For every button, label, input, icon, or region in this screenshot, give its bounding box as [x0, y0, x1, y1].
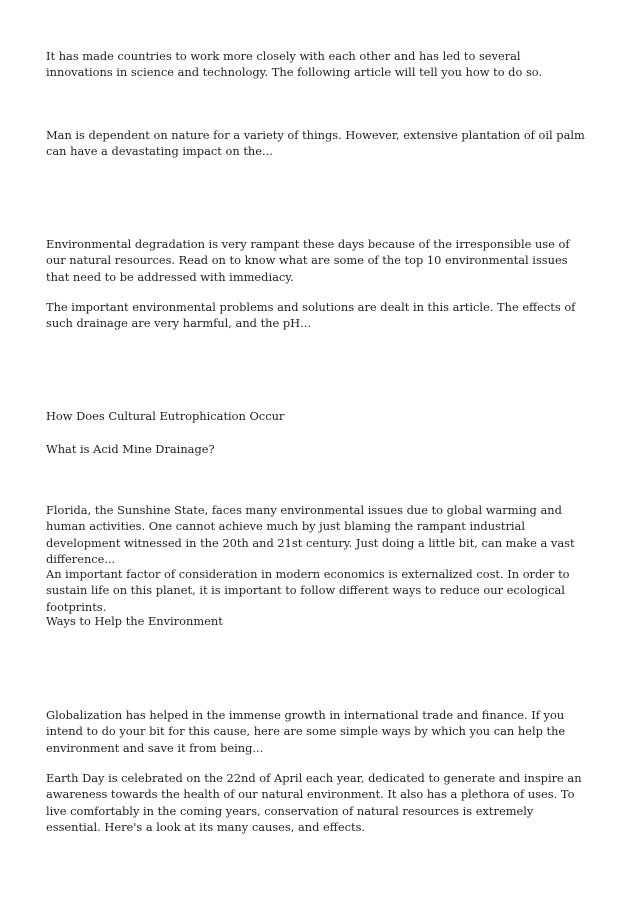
paragraph-earth-day: Earth Day is celebrated on the 22nd of April each year, dedicated to generate and inspire an awareness towards the health of our natural environment. It also has a plethora of uses. To live comfortably in the coming years, conservation of natural resources is extremely essential. Here's a look at its many causes, and effects. — [46, 771, 582, 835]
heading-ways-to-help: Ways to Help the Environment — [46, 614, 223, 628]
heading-acid-mine-drainage: What is Acid Mine Drainage? — [46, 442, 215, 456]
paragraph-florida: Florida, the Sunshine State, faces many environmental issues due to global warming and human activities. One cannot achieve much by just blaming the rampant industrial development witnessed in the 20th and 21st century. Just doing a little bit, can make a vast difference... — [46, 503, 575, 567]
paragraph-globalization: Globalization has helped in the immense growth in international trade and finance. If you intend to do your bit for this cause, here are some simple ways by which you can help the environment and save it from being... — [46, 708, 566, 755]
paragraph-oil-palm: Man is dependent on nature for a variety of things. However, extensive plantation of oil palm can have a devastating impact on the... — [46, 128, 585, 159]
paragraph-environmental-degradation: Environmental degradation is very rampant these days because of the irresponsible use of our natural resources. Read on to know what are some of the top 10 environmental issues that need to be addressed with immediacy. — [46, 237, 570, 284]
paragraph-externalized-cost: An important factor of consideration in modern economics is externalized cost. In order to sustain life on this planet, it is important to follow different ways to reduce our ecological footprints. — [46, 567, 570, 614]
paragraph-innovations: It has made countries to work more closely with each other and has led to several innovations in science and technology. The following article will tell you how to do so. — [46, 49, 543, 80]
heading-cultural-eutrophication: How Does Cultural Eutrophication Occur — [46, 409, 285, 423]
paragraph-problems-solutions: The important environmental problems and solutions are dealt in this article. The effects of such drainage are very harmful, and the pH... — [46, 300, 576, 331]
